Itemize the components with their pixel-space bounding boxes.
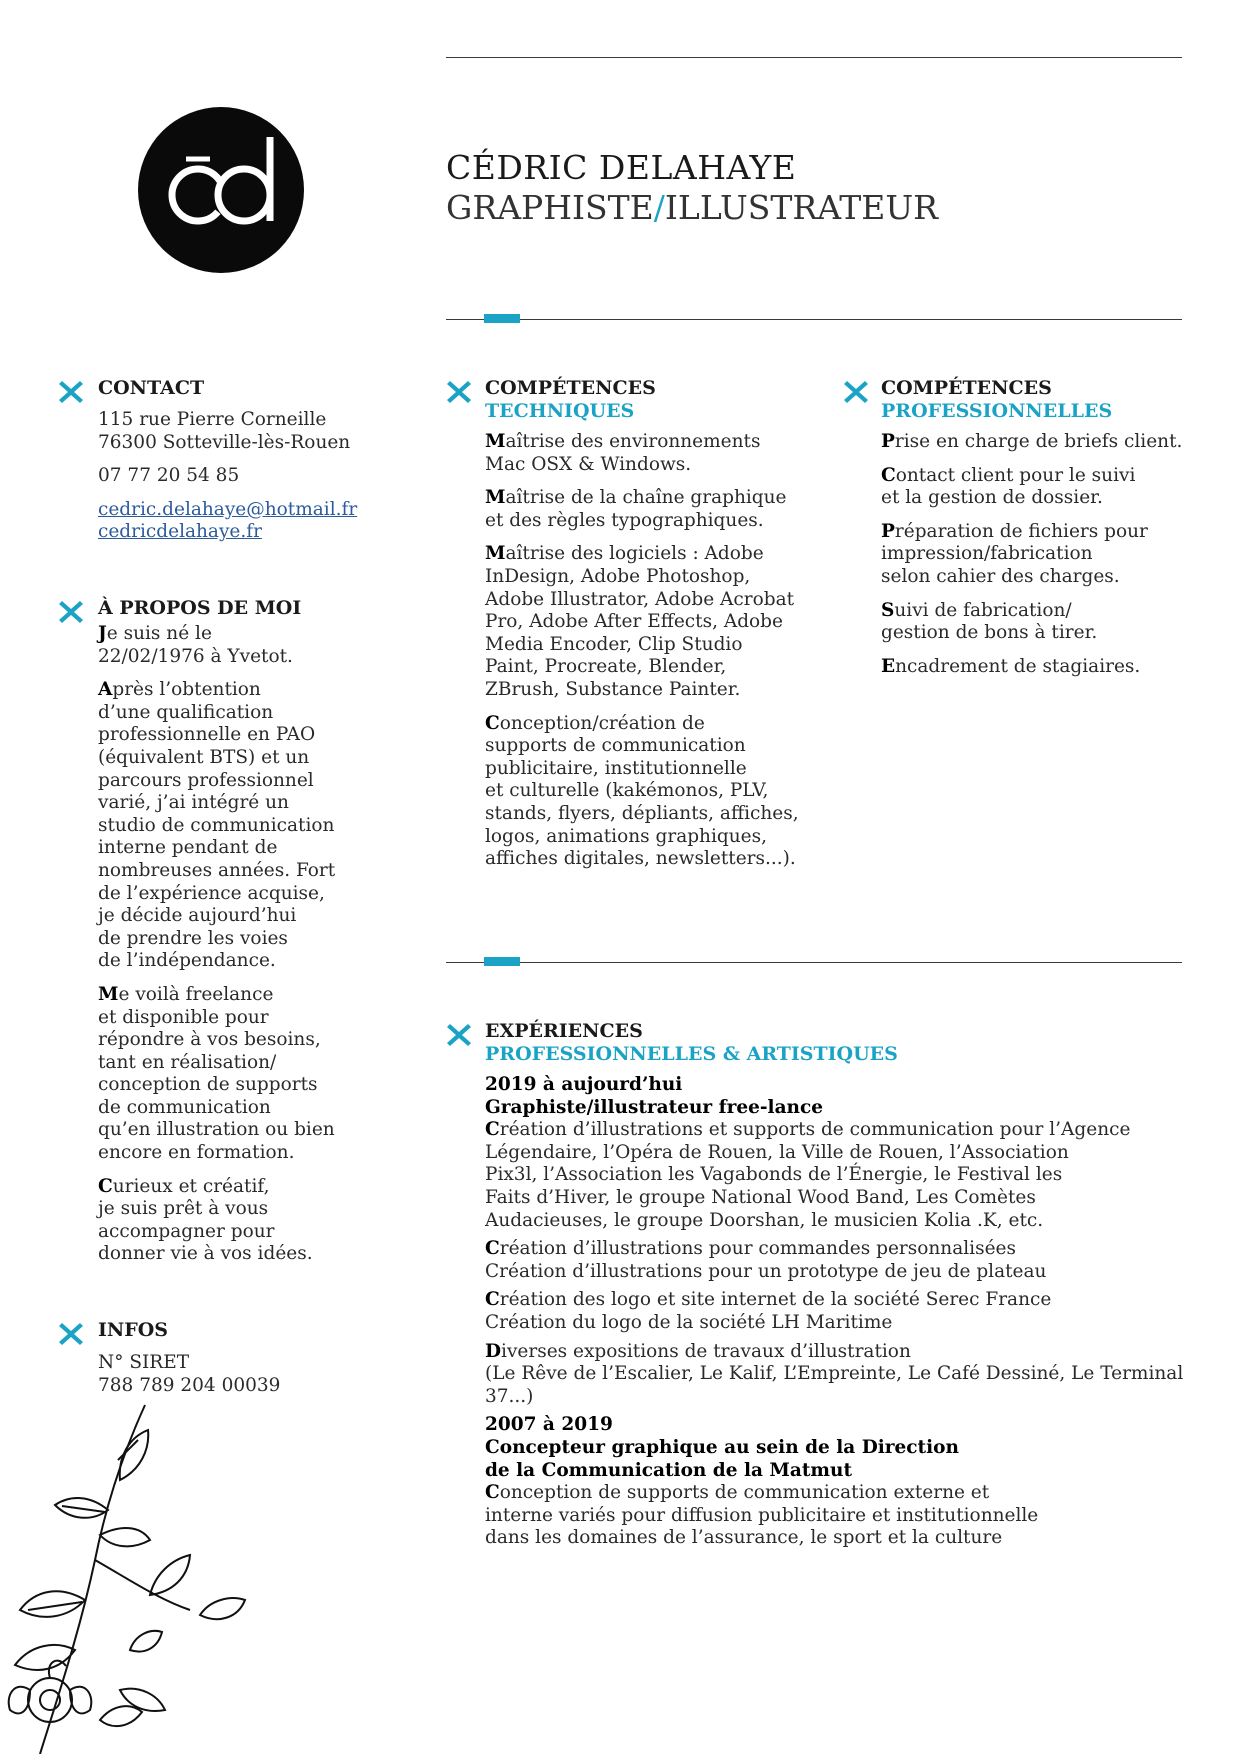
cross-icon	[446, 1022, 472, 1048]
cross-icon	[58, 379, 84, 405]
job-title	[446, 188, 938, 228]
email-link[interactable]: cedric.delahaye@hotmail.fr	[98, 498, 358, 520]
about-paragraph: Après l’obtention d’une qualification professionnelle en PAO (équivalent BTS) et un parcours professionnel varié, j’ai intégré un studio de communication interne pendant de nombreuses années. Fort de l’expérience acquise, je décide aujourd’hui de prendre les voies de l’indépendance.	[98, 679, 336, 972]
website-link[interactable]: cedricdelahaye.fr	[98, 521, 262, 543]
job-role: Graphiste/illustrateur free-lance	[485, 1096, 824, 1118]
contact-phone: 07 77 20 54 85	[98, 465, 240, 487]
contact-title: CONTACT	[98, 377, 205, 399]
contact-links	[98, 499, 398, 544]
pro-skill-item: Suivi de fabrication/ gestion de bons à tirer.	[881, 599, 1098, 644]
logo-mark	[138, 107, 304, 273]
job-period: 2019 à aujourd’hui	[485, 1074, 683, 1095]
experience-list	[485, 1074, 1205, 1556]
infos-block	[98, 1352, 398, 1397]
cross-icon	[58, 599, 84, 625]
tech-skill-item: Conception/création de supports de communication publicitaire, institutionnelle et culturelle (kakémonos, PLV, stands, flyers, dépliants, affiches, logos, animations graphiques, affiches digitales, newsletters...).	[485, 712, 799, 870]
infos-title: INFOS	[98, 1319, 169, 1341]
about-paragraph: Me voilà freelance et disponible pour répondre à vos besoins, tant en réalisation/ conception de supports de communication qu’en illustration ou bien encore en formation.	[98, 983, 335, 1164]
tech-skill-item: Maîtrise des logiciels : Adobe InDesign, Adobe Photoshop, Adobe Illustrator, Adobe Acrobat Pro, Adobe After Effects, Adobe Media Encoder, Clip Studio Paint, Procreate, Blender, ZBrush, Substance Painter.	[485, 543, 795, 700]
tech-skills-subtitle: TECHNIQUES	[485, 400, 635, 422]
tech-skills-title	[485, 377, 656, 423]
about-title: À PROPOS DE MOI	[98, 597, 302, 619]
cross-icon	[843, 379, 869, 405]
experience-title-main: EXPÉRIENCES	[485, 1020, 643, 1042]
top-rule	[446, 57, 1182, 58]
logo	[138, 107, 304, 273]
experience-rule	[446, 962, 1182, 963]
header-accent-bar	[484, 314, 520, 323]
about-paragraph: Je suis né le 22/02/1976 à Yvetot.	[98, 623, 293, 667]
contact-block	[98, 409, 398, 544]
experience-subtitle: PROFESSIONNELLES & ARTISTIQUES	[485, 1043, 898, 1065]
job-period: 2007 à 2019	[485, 1414, 613, 1436]
job-item: Création des logo et site internet de la société Serec France Création du logo de la société LH Maritime	[485, 1289, 1052, 1333]
contact-address: 115 rue Pierre Corneille 76300 Sotteville-lès-Rouen	[98, 409, 351, 453]
pro-skill-item: Préparation de fichiers pour impression/fabrication selon cahier des charges.	[881, 520, 1148, 587]
cross-icon	[58, 1321, 84, 1347]
about-paragraph: Curieux et créatif, je suis prêt à vous accompagner pour donner vie à vos idées.	[98, 1175, 313, 1265]
job-title-part2: ILLUSTRATEUR	[664, 188, 939, 227]
job-title-part1: GRAPHISTE	[446, 188, 654, 227]
job-title-slash: /	[653, 188, 665, 227]
job-item: Création d’illustrations et supports de communication pour l’Agence Légendaire, l’Opéra de Rouen, la Ville de Rouen, l’Association Pix3l, l’Association les Vagabonds de l’Énergie, le Festival les Faits d’Hiver, le groupe National Wood Band, Les Comètes Audacieuses, le groupe Doorshan, le musicien Kolia .K, etc.	[485, 1119, 1131, 1231]
pro-skills-subtitle: PROFESSIONNELLES	[881, 400, 1113, 422]
siret-number: 788 789 204 00039	[98, 1374, 281, 1396]
tech-skills-title-main: COMPÉTENCES	[485, 377, 656, 399]
about-block	[98, 623, 398, 1277]
tech-skills-list	[485, 431, 815, 882]
experience-accent-bar	[484, 957, 520, 966]
tech-skill-item: Maîtrise de la chaîne graphique et des règles typographiques.	[485, 487, 787, 531]
job-item: Conception de supports de communication externe et interne variés pour diffusion publicitaire et institutionnelle dans les domaines de l’assurance, le sport et la culture	[485, 1482, 1039, 1549]
pro-skills-title-main: COMPÉTENCES	[881, 377, 1052, 399]
pro-skill-item: Contact client pour le suivi et la gestion de dossier.	[881, 464, 1136, 509]
job-item: Création d’illustrations pour commandes personnalisées Création d’illustrations pour un prototype de jeu de plateau	[485, 1238, 1047, 1282]
pro-skills-list	[881, 431, 1201, 689]
floral-illustration	[0, 1400, 270, 1754]
cross-icon	[446, 379, 472, 405]
header-rule	[446, 319, 1182, 320]
siret-label: N° SIRET	[98, 1352, 190, 1373]
tech-skill-item: Maîtrise des environnements Mac OSX & Windows.	[485, 431, 761, 475]
job-role: Concepteur graphique au sein de la Direction de la Communication de la Matmut	[485, 1436, 959, 1481]
pro-skills-title	[881, 377, 1112, 423]
logo-text	[304, 107, 305, 108]
pro-skill-item: Encadrement de stagiaires.	[881, 655, 1141, 677]
job-item: Diverses expositions de travaux d’illustration (Le Rêve de l’Escalier, Le Kalif, L’Empreinte, Le Café Dessiné, Le Terminal 37...)	[485, 1340, 1184, 1407]
pro-skill-item: Prise en charge de briefs client.	[881, 431, 1183, 452]
experience-title	[485, 1020, 898, 1066]
person-name: CÉDRIC DELAHAYE	[446, 148, 797, 187]
